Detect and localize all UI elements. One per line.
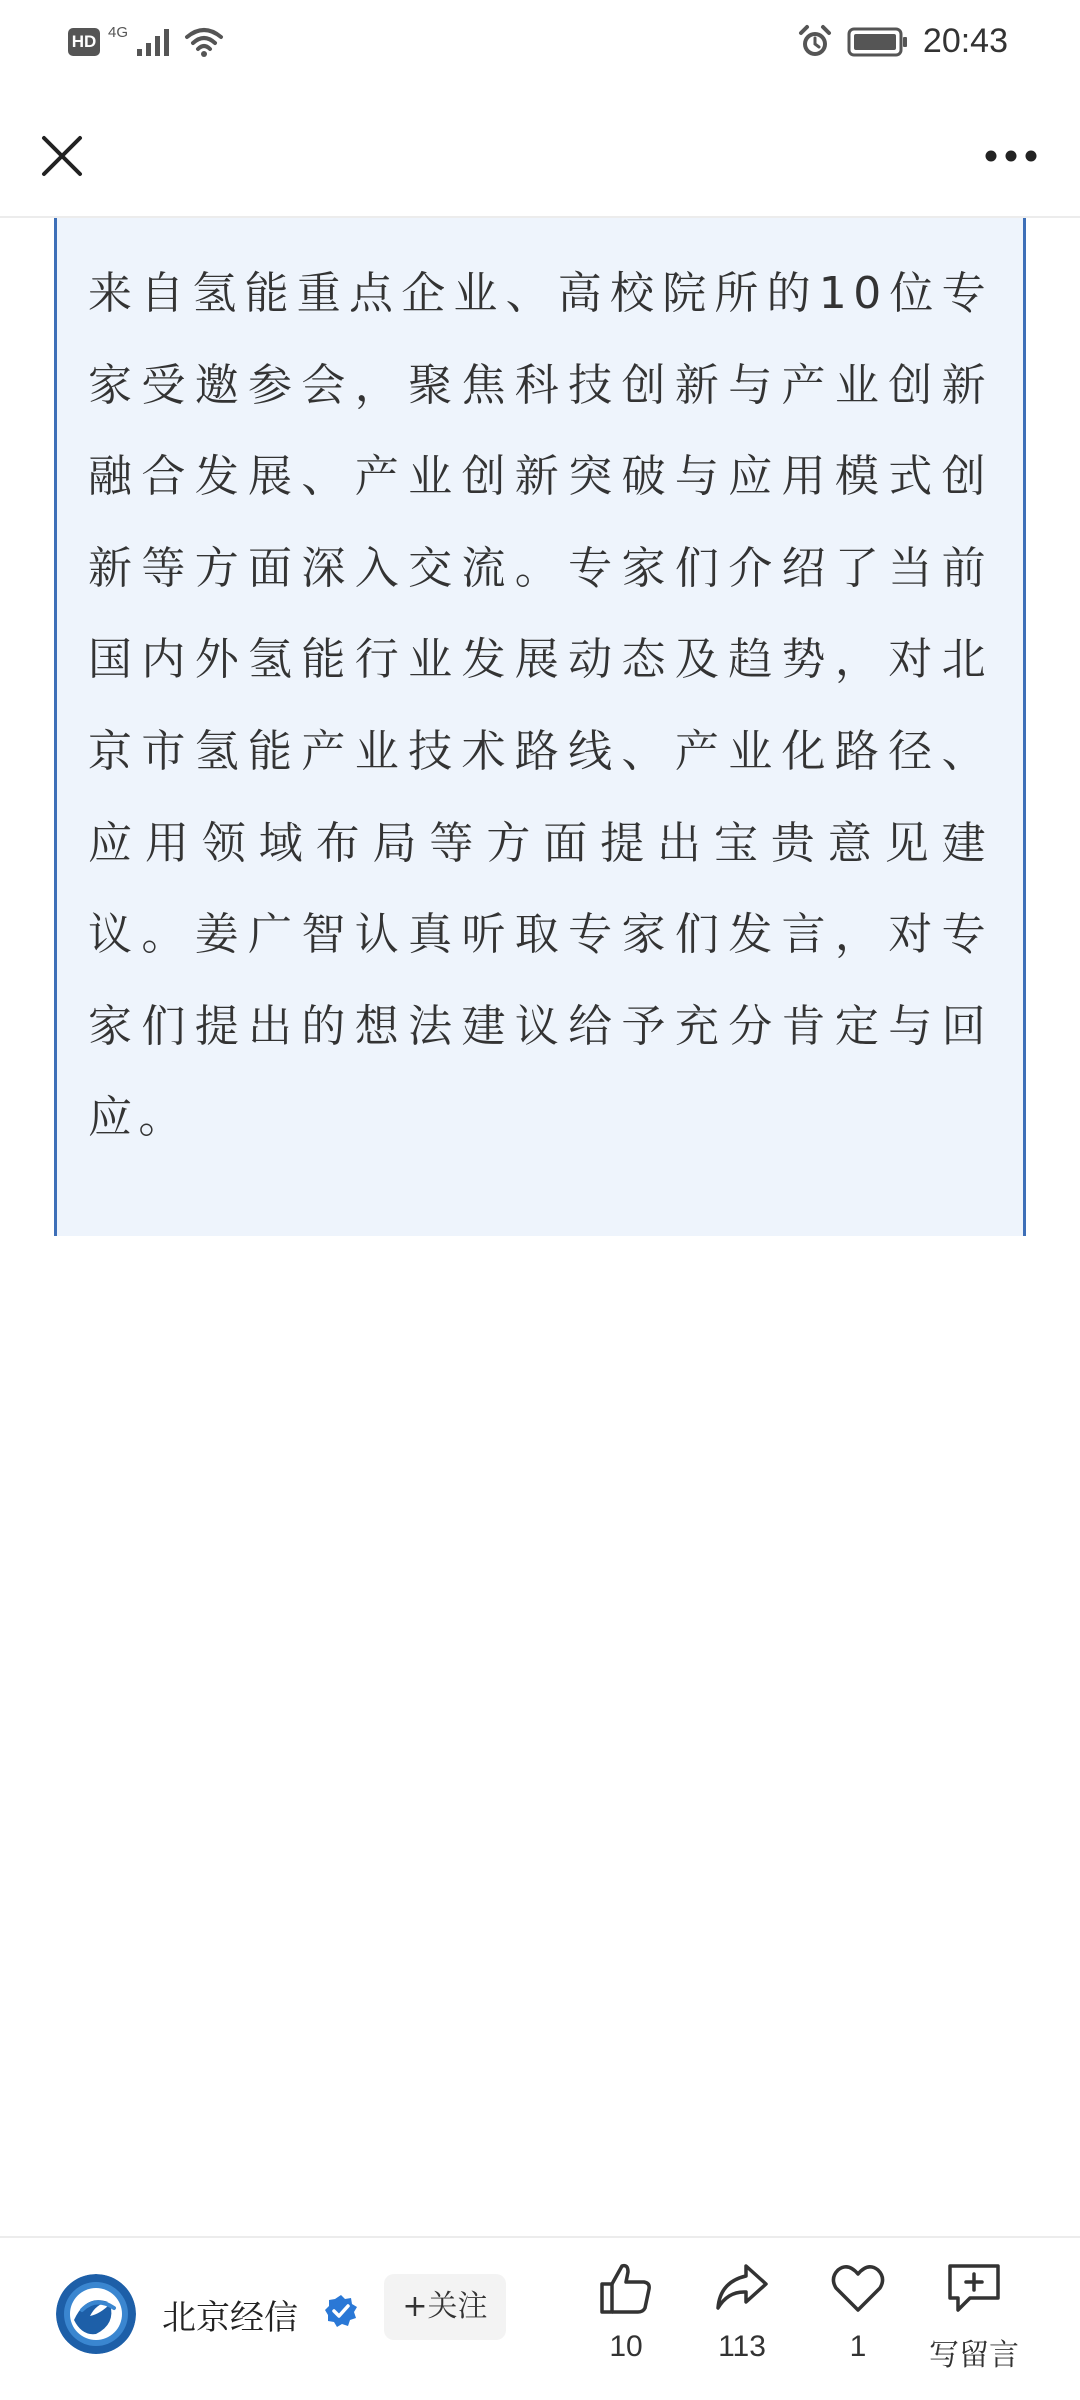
- hd-badge: HD: [68, 28, 100, 56]
- favorite-button[interactable]: [798, 2258, 918, 2388]
- favorite-count: 1: [849, 2330, 867, 2363]
- verified-badge-icon: [324, 2294, 358, 2328]
- share-count: 113: [718, 2330, 766, 2363]
- article-scroll-area[interactable]: [0, 218, 1080, 1236]
- status-right-group: [797, 22, 1008, 61]
- comment-label: 写留言: [929, 2338, 1019, 2373]
- close-icon: [40, 134, 84, 178]
- status-left-group: [68, 26, 224, 58]
- share-arrow-icon: [712, 2258, 772, 2318]
- like-count: 10: [609, 2330, 643, 2363]
- network-type-label: 4G: [108, 24, 129, 41]
- battery-icon: [847, 26, 909, 58]
- article-body: [88, 248, 992, 1236]
- more-dots-icon: [983, 148, 1039, 164]
- top-nav-bar: [0, 96, 1080, 218]
- status-bar: [0, 0, 1080, 96]
- more-options-button[interactable]: [966, 118, 1056, 194]
- account-logo-icon: [56, 2274, 136, 2354]
- share-button[interactable]: [682, 2258, 802, 2388]
- thumbs-up-icon: [596, 2258, 656, 2318]
- bottom-action-bar: [0, 2236, 1080, 2400]
- account-avatar[interactable]: [56, 2274, 136, 2354]
- paragraph-text: 来自氢能重点企业、高校院所的10位专家受邀参会，聚焦科技创新与产业创新融合发展、产业创新突破与应用模式创新等方面深入交流。专家们介绍了当前国内外氢能行业发展动态及趋势，对北京市氢能产业技术路线、产业化路径、应用领域布局等方面提出宝贵意见建议。姜广智认真听取专家们发言，对专家们提出的想法建议给予充分肯定与回应。: [88, 268, 992, 1144]
- article-paragraph: [88, 248, 992, 1164]
- heart-icon: [828, 2258, 888, 2318]
- like-button[interactable]: [566, 2258, 686, 2388]
- follow-button[interactable]: +关注: [384, 2274, 506, 2340]
- account-name[interactable]: 北京经信: [162, 2298, 298, 2338]
- status-time: 20:43: [922, 22, 1008, 60]
- signal-icon: [136, 27, 176, 57]
- comment-plus-icon: [944, 2258, 1004, 2318]
- close-button[interactable]: [24, 118, 100, 194]
- alarm-clock-icon: [797, 24, 833, 60]
- comment-button[interactable]: [914, 2258, 1034, 2388]
- wifi-icon: [184, 26, 224, 58]
